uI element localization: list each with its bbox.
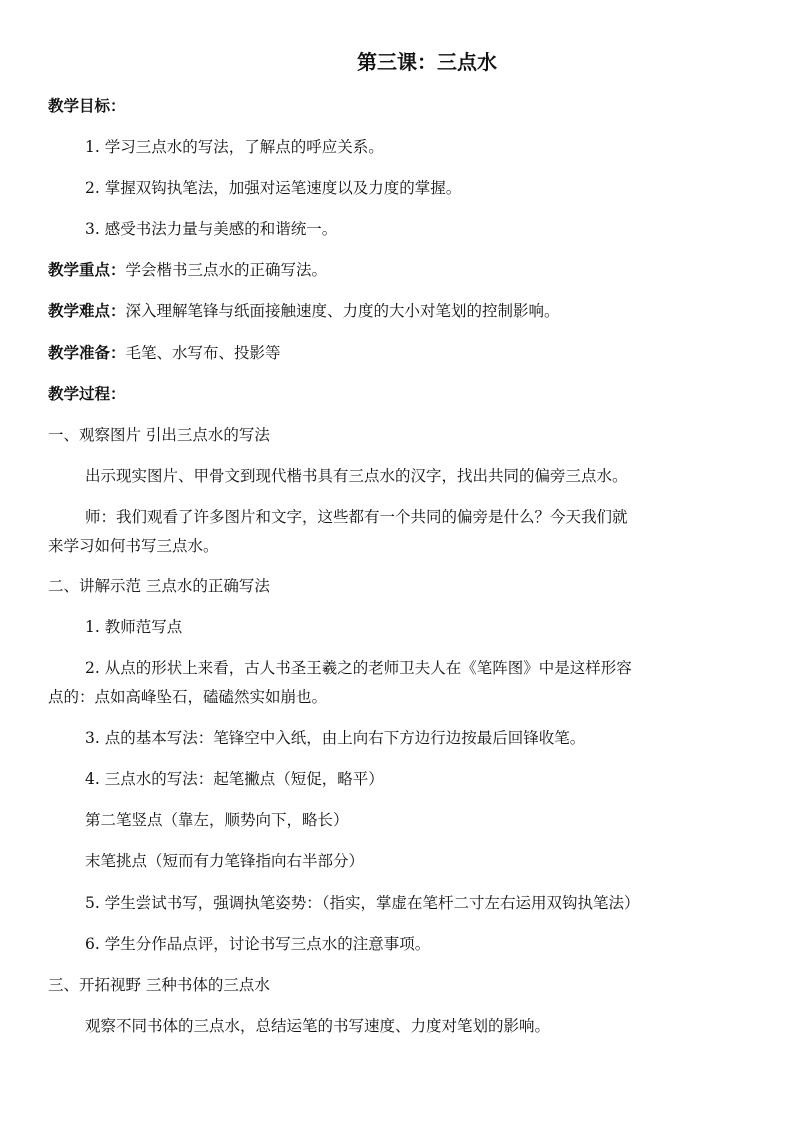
key-point-text: 学会楷书三点水的正确写法。 — [125, 261, 328, 279]
preparation-text: 毛笔、水写布、投影等 — [125, 344, 281, 362]
section2-step-4-second: 第二笔竖点（靠左，顺势向下，略长） — [85, 811, 349, 829]
key-point-row — [48, 260, 327, 280]
section2-step-1: 1. 教师范写点 — [85, 618, 183, 636]
section2-step-2-line2: 点的：点如高峰坠石，磕磕然实如崩也。 — [48, 688, 328, 706]
section2-step-2-line1: 2. 从点的形状上来看，古人书圣王羲之的老师卫夫人在《笔阵图》中是这样形容 — [85, 659, 632, 677]
goals-heading: 教学目标： — [48, 97, 126, 115]
section2-step-4-third: 末笔挑点（短而有力笔锋指向右半部分） — [85, 852, 365, 870]
page-title: 第三课：三点水 — [357, 50, 497, 74]
goal-item-3: 3. 感受书法力量与美感的和谐统一。 — [85, 220, 338, 238]
section2-step-4: 4. 三点水的写法：起笔撇点（短促，略平） — [85, 770, 384, 788]
key-point-label: 教学重点： — [48, 261, 126, 279]
goal-item-2: 2. 掌握双钩执笔法，加强对运笔速度以及力度的掌握。 — [85, 179, 462, 197]
difficulty-text: 深入理解笔锋与纸面接触速度、力度的大小对笔划的控制影响。 — [125, 302, 560, 320]
difficulty-label: 教学难点： — [48, 302, 126, 320]
section3-heading: 三、开拓视野 三种书体的三点水 — [48, 976, 270, 994]
difficulty-row — [48, 301, 560, 321]
section1-heading: 一、观察图片 引出三点水的写法 — [48, 426, 270, 444]
section2-step-5: 5. 学生尝试书写，强调执笔姿势：（指实，掌虚在笔杆二寸左右运用双钩执笔法） — [85, 894, 640, 912]
section1-paragraph-2-line2: 来学习如何书写三点水。 — [48, 537, 219, 555]
preparation-label: 教学准备： — [48, 344, 126, 362]
section1-paragraph-1: 出示现实图片、甲骨文到现代楷书具有三点水的汉字，找出共同的偏旁三点水。 — [85, 467, 628, 485]
preparation-row — [48, 343, 281, 363]
process-heading: 教学过程： — [48, 385, 126, 403]
section3-paragraph-1: 观察不同书体的三点水，总结运笔的书写速度、力度对笔划的影响。 — [85, 1017, 551, 1035]
section2-step-6: 6. 学生分作品点评，讨论书写三点水的注意事项。 — [85, 935, 431, 953]
section2-heading: 二、讲解示范 三点水的正确写法 — [48, 577, 270, 595]
goal-item-1: 1. 学习三点水的写法，了解点的呼应关系。 — [85, 138, 384, 156]
section1-paragraph-2-line1: 师：我们观看了许多图片和文字，这些都有一个共同的偏旁是什么？今天我们就 — [85, 508, 628, 526]
section2-step-3: 3. 点的基本写法：笔锋空中入纸，由上向右下方边行边按最后回锋收笔。 — [85, 729, 586, 747]
